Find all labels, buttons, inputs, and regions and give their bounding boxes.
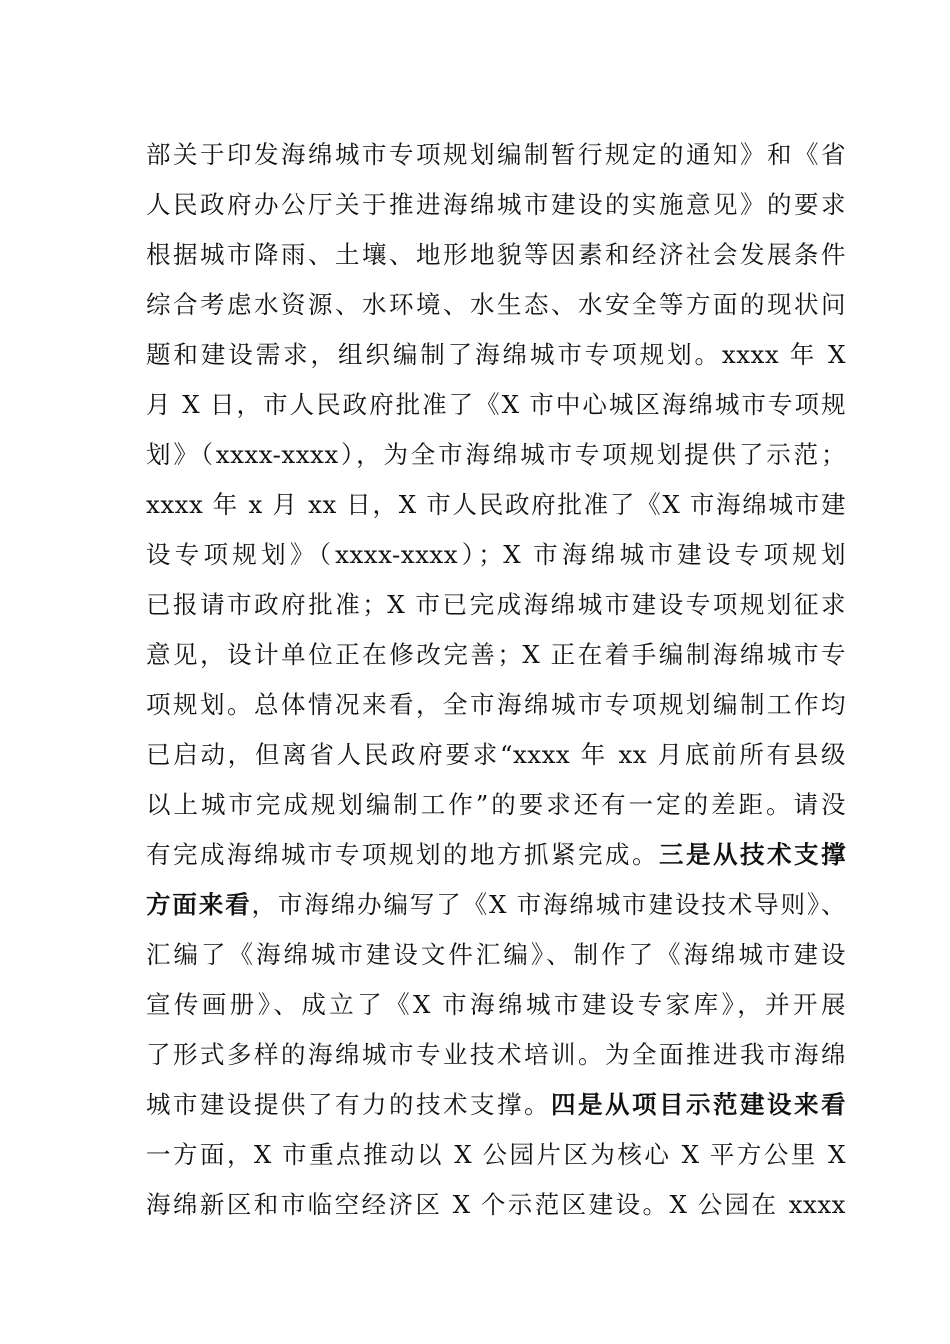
bold-text-segment: 方面来看 bbox=[146, 890, 252, 919]
text-line bbox=[146, 880, 846, 930]
text-segment: 题和建设需求，组织编制了海绵城市专项规划。xxxx 年 X bbox=[146, 340, 846, 369]
text-segment: 汇编了《海绵城市建设文件汇编》、制作了《海绵城市建设 bbox=[146, 940, 846, 969]
text-line bbox=[146, 1030, 846, 1080]
text-segment: 一方面，X 市重点推动以 X 公园片区为核心 X 平方公里 X bbox=[146, 1140, 846, 1169]
text-segment: 综合考虑水资源、水环境、水生态、水安全等方面的现状问 bbox=[146, 290, 846, 319]
text-segment: 以上城市完成规划编制工作”的要求还有一定的差距。请没 bbox=[146, 790, 846, 819]
text-segment: 有完成海绵城市专项规划的地方抓紧完成。 bbox=[146, 840, 659, 869]
text-line bbox=[146, 330, 846, 380]
text-line bbox=[146, 580, 846, 630]
text-line bbox=[146, 730, 846, 780]
text-line bbox=[146, 830, 846, 880]
text-segment: 了形式多样的海绵城市专业技术培训。为全面推进我市海绵 bbox=[146, 1040, 846, 1069]
text-line bbox=[146, 980, 846, 1030]
text-segment: 已报请市政府批准；X 市已完成海绵城市建设专项规划征求 bbox=[146, 590, 846, 619]
text-segment: 宣传画册》、成立了《X 市海绵城市建设专家库》，并开展 bbox=[146, 990, 846, 1019]
text-segment: 已启动，但离省人民政府要求“xxxx 年 xx 月底前所有县级 bbox=[146, 740, 846, 769]
text-segment: 人民政府办公厅关于推进海绵城市建设的实施意见》的要求 bbox=[146, 190, 846, 219]
text-line bbox=[146, 680, 846, 730]
text-line bbox=[146, 130, 846, 180]
text-line bbox=[146, 1080, 846, 1130]
text-segment: ，市海绵办编写了《X 市海绵城市建设技术导则》、 bbox=[251, 890, 846, 919]
body-text bbox=[146, 130, 846, 1230]
text-line bbox=[146, 930, 846, 980]
text-segment: 划》（xxxx-xxxx），为全市海绵城市专项规划提供了示范； bbox=[146, 440, 846, 469]
text-segment: 设专项规划》（xxxx-xxxx）；X 市海绵城市建设专项规划 bbox=[146, 540, 846, 569]
text-segment: 月 X 日，市人民政府批准了《X 市中心城区海绵城市专项规 bbox=[146, 390, 846, 419]
text-line bbox=[146, 1130, 846, 1180]
text-segment: xxxx 年 x 月 xx 日，X 市人民政府批准了《X 市海绵城市建 bbox=[146, 490, 846, 519]
text-segment: 城市建设提供了有力的技术支撑。 bbox=[146, 1090, 551, 1119]
text-line bbox=[146, 630, 846, 680]
text-line bbox=[146, 530, 846, 580]
text-line bbox=[146, 180, 846, 230]
text-line bbox=[146, 430, 846, 480]
text-segment: 根据城市降雨、土壤、地形地貌等因素和经济社会发展条件 bbox=[146, 240, 846, 269]
text-line bbox=[146, 1180, 846, 1230]
text-line bbox=[146, 780, 846, 830]
text-line bbox=[146, 380, 846, 430]
text-segment: 海绵新区和市临空经济区 X 个示范区建设。X 公园在 xxxx bbox=[146, 1190, 846, 1219]
bold-text-segment: 四是从项目示范建设来看 bbox=[551, 1090, 846, 1119]
text-line bbox=[146, 230, 846, 280]
text-segment: 部关于印发海绵城市专项规划编制暂行规定的通知》和《省 bbox=[146, 140, 846, 169]
text-segment: 意见，设计单位正在修改完善；X 正在着手编制海绵城市专 bbox=[146, 640, 846, 669]
text-segment: 项规划。总体情况来看，全市海绵城市专项规划编制工作均 bbox=[146, 690, 846, 719]
text-line bbox=[146, 280, 846, 330]
bold-text-segment: 三是从技术支撑 bbox=[659, 840, 846, 869]
text-line bbox=[146, 480, 846, 530]
